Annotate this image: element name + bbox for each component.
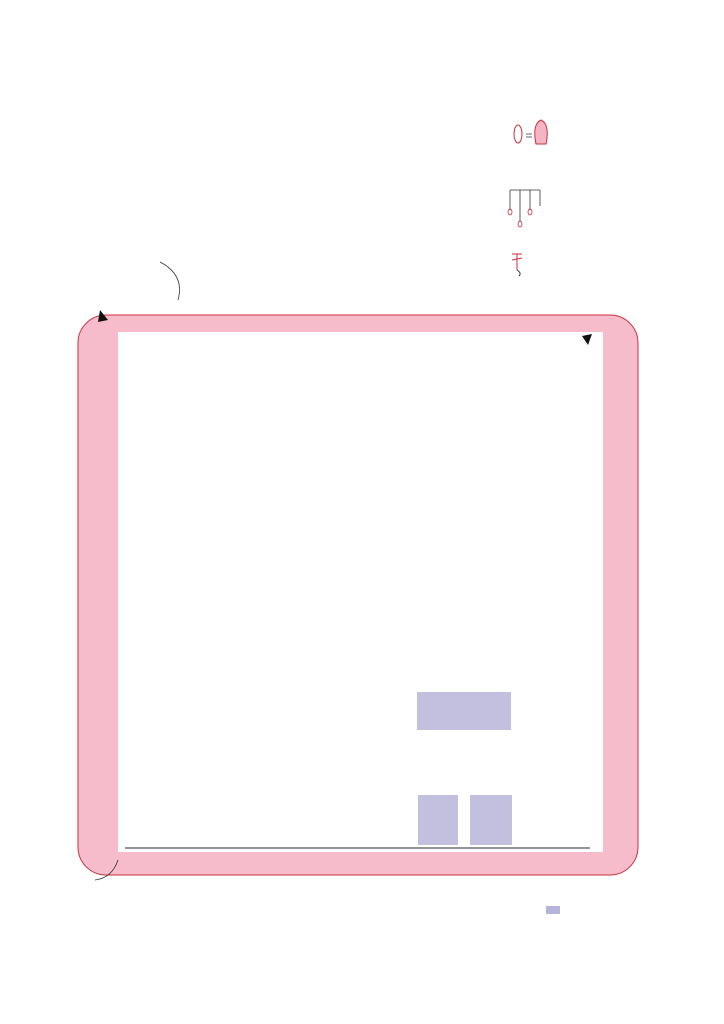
body-back-header xyxy=(253,198,267,210)
edging-header xyxy=(60,236,68,248)
chain-symbol-icon xyxy=(508,190,540,227)
body-front-header xyxy=(253,241,267,253)
front-post-symbol-icon xyxy=(512,254,522,276)
detail-highlight-block xyxy=(418,795,458,845)
detail-highlight-block xyxy=(470,795,512,845)
highlight-legend-swatch xyxy=(546,906,560,914)
popcorn-symbol-icon xyxy=(514,120,547,144)
detail-highlight-block xyxy=(417,692,511,730)
